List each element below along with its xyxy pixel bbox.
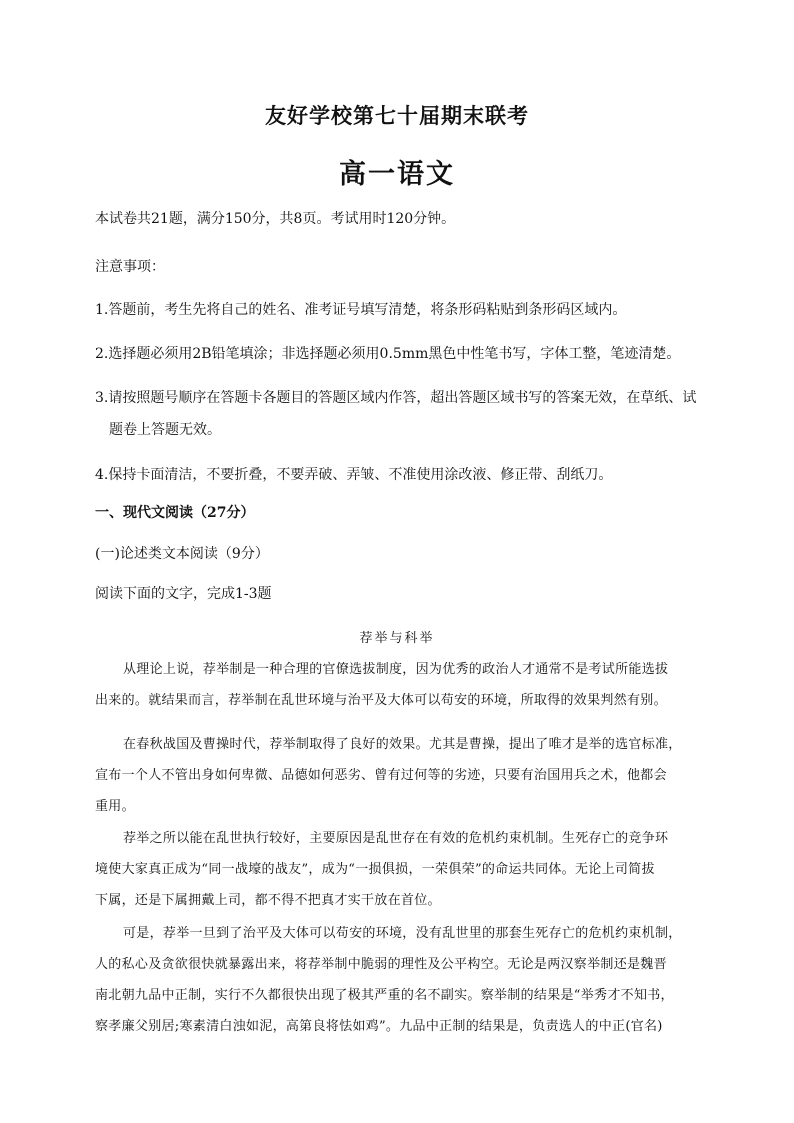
school-title: 友好学校第七十届期末联考 xyxy=(265,103,529,128)
paragraph-line: 境使大家真正成为“同一战壕的战友”，成为“一损俱损，一荣俱荣”的命运共同体。无论上司简拔 xyxy=(95,862,655,877)
article-paragraph-4 xyxy=(95,918,705,1042)
paragraph-line: 重用。 xyxy=(95,799,135,814)
notice-item-3-cont: 题卷上答题无效。 xyxy=(109,422,221,438)
article-paragraph-1 xyxy=(95,654,705,716)
paragraph-line: 在春秋战国及曹操时代，荐举制取得了良好的效果。尤其是曹操，提出了唯才是举的选官标准， xyxy=(123,737,682,752)
notice-item-4: 4.保持卡面清洁，不要折叠，不要弄破、弄皱、不准使用涂改液、修正带、刮纸刀。 xyxy=(95,467,613,483)
notice-item-1: 1.答题前，考生先将自己的姓名、准考证号填写清楚，将条形码粘贴到条形码区域内。 xyxy=(95,302,627,318)
paragraph-line: 人的私心及贪欲很快就暴露出来，将荐举制中脆弱的理性及公平构空。无论是两汉察举制还是魏晋 xyxy=(95,957,667,972)
paragraph-line: 荐举之所以能在乱世执行较好，主要原因是乱世存在有效的危机约束机制。生死存亡的竞争环 xyxy=(123,831,669,846)
subject-title: 高一语文 xyxy=(339,159,455,190)
section-sub-heading: (一)论述类文本阅读（9分） xyxy=(95,546,269,562)
notice-heading: 注意事项： xyxy=(95,259,165,275)
paragraph-line: 出来的。就结果而言，荐举制在乱世环境与治平及大体可以苟安的环境，所取得的效果判然有别。 xyxy=(95,693,667,708)
exam-info: 本试卷共21题，满分150分，共8页。考试用时120分钟。 xyxy=(95,211,456,227)
notice-item-3: 3.请按照题号顺序在答题卡各题目的答题区域内作答，超出答题区域书写的答案无效，在草纸、试 xyxy=(95,390,697,406)
article-title: 荐举与科举 xyxy=(359,631,435,646)
article-paragraph-2 xyxy=(95,729,705,822)
paragraph-line: 察孝廉父别居;寒素清白浊如泥，高第良将怯如鸡”。九品中正制的结果是，负责选人的中正(官名) xyxy=(95,1019,663,1034)
paragraph-line: 宣布一个人不管出身如何卑微、品德如何恶劣、曾有过何等的劣迹，只要有治国用兵之术，他都会 xyxy=(95,768,667,783)
paragraph-line: 可是，荐举一旦到了治平及大体可以苟安的环境，没有乱世里的那套生死存亡的危机约束机制， xyxy=(123,926,682,941)
paragraph-line: 下属，还是下属拥戴上司，都不得不把真才实干放在首位。 xyxy=(95,893,441,908)
section-heading: 一、现代文阅读（27分） xyxy=(95,505,255,521)
paragraph-line: 从理论上说，荐举制是一种合理的官僚选拔制度，因为优秀的政治人才通常不是考试所能选拔 xyxy=(123,662,669,677)
section-instruction: 阅读下面的文字，完成1-3题 xyxy=(95,586,272,602)
article-paragraph-3 xyxy=(95,823,705,916)
notice-item-2: 2.选择题必须用2B铅笔填涂；非选择题必须用0.5mm黑色中性笔书写，字体工整，笔迹清楚。 xyxy=(95,346,681,362)
paragraph-line: 南北朝九品中正制，实行不久都很快出现了极其严重的名不副实。察举制的结果是“举秀才不知书， xyxy=(95,988,674,1003)
